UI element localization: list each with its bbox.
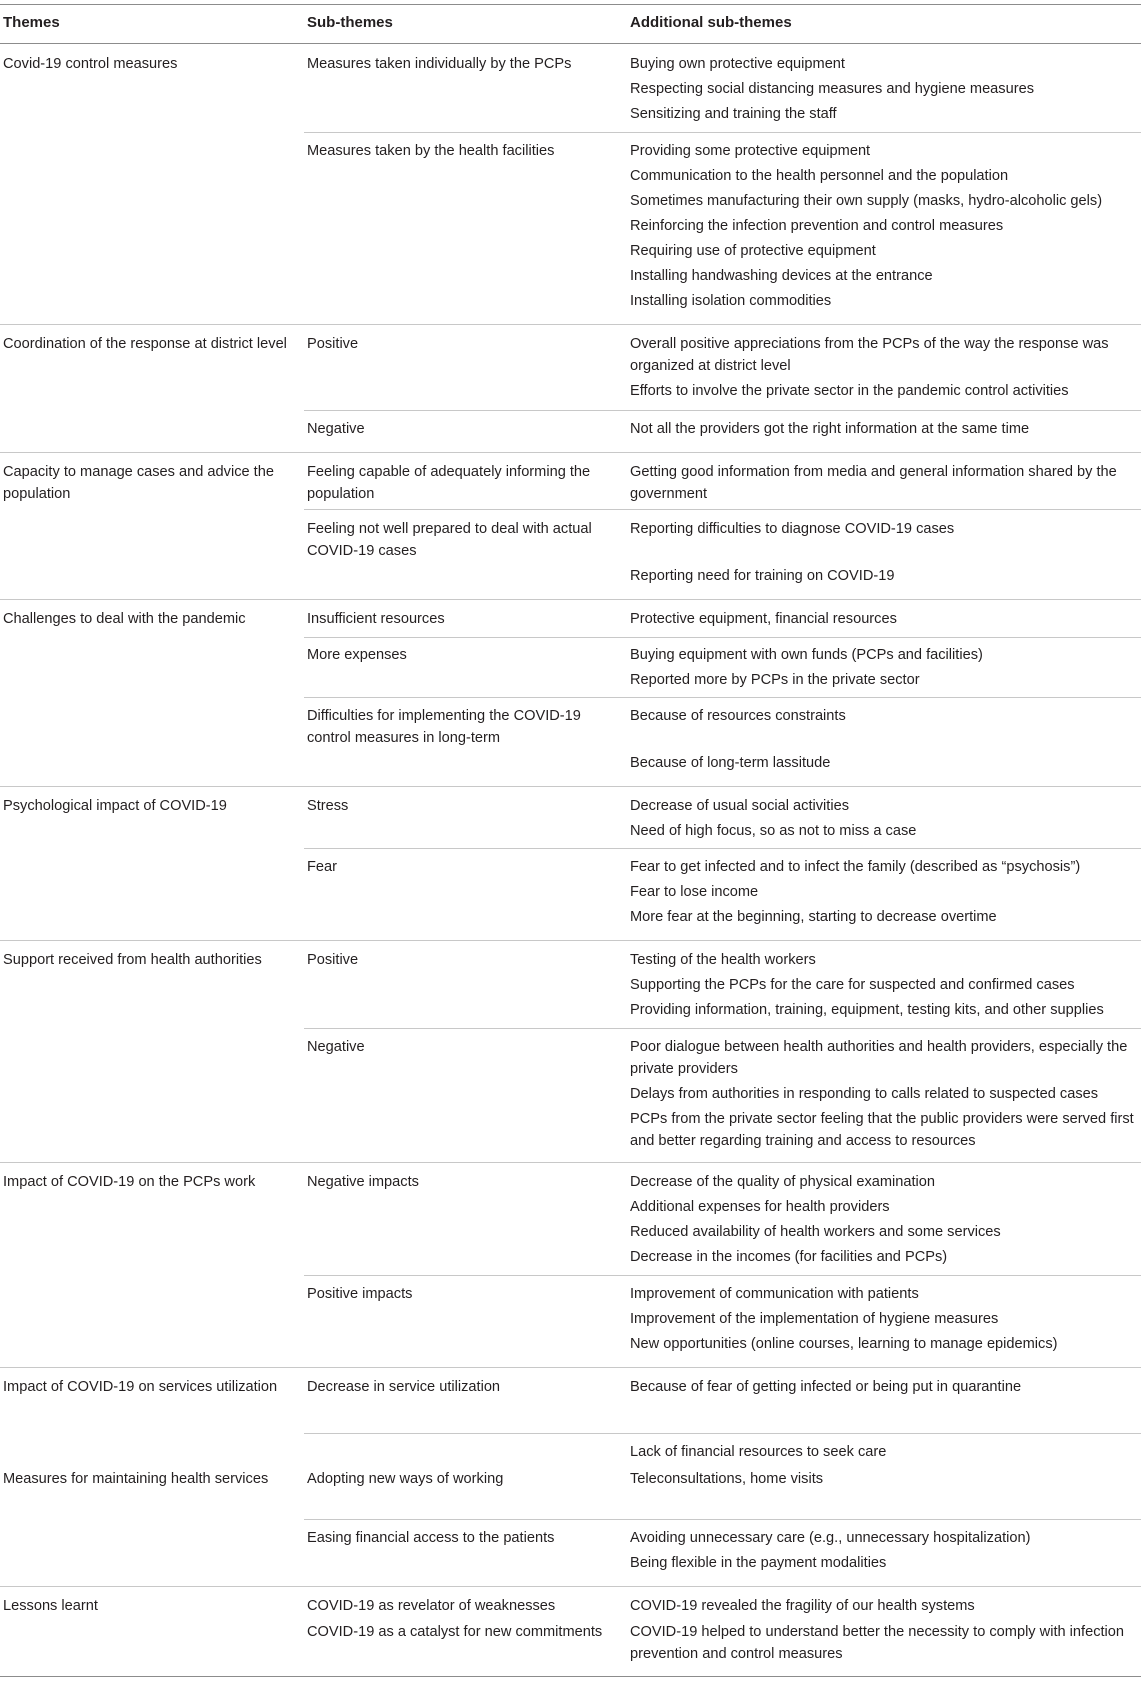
additional-item: Fear to lose income — [630, 884, 759, 900]
row-separator — [0, 452, 1141, 453]
subtheme-cell: Decrease in service utilization — [307, 1379, 501, 1395]
additional-item: Lack of financial resources to seek care — [630, 1444, 887, 1460]
row-separator — [0, 324, 1141, 325]
subtheme-cell: Measures taken individually by the PCPs — [307, 56, 572, 72]
row-separator — [0, 1586, 1141, 1587]
subtheme-cell: Positive impacts — [307, 1286, 413, 1302]
additional-item: Because of long-term lassitude — [630, 755, 831, 771]
additional-item: Testing of the health workers — [630, 952, 816, 968]
additional-item: Respecting social distancing measures and hygiene measures — [630, 81, 1034, 97]
row-separator — [0, 599, 1141, 600]
additional-item: Fear to get infected and to infect the family (described as “psychosis”) — [630, 859, 1081, 875]
row-divider — [304, 1028, 1141, 1029]
subtheme-cell: Feeling not well prepared to deal with actual COVID-19 cases — [307, 521, 592, 559]
row-divider — [304, 410, 1141, 411]
theme-cell: Lessons learnt — [3, 1598, 98, 1614]
additional-item: Sometimes manufacturing their own supply (masks, hydro-alcoholic gels) — [630, 193, 1103, 209]
subtheme-cell: COVID-19 as revelator of weaknesses — [307, 1598, 556, 1614]
header-additional: Additional sub-themes — [630, 14, 792, 31]
additional-item: Buying own protective equipment — [630, 56, 845, 72]
additional-item: COVID-19 revealed the fragility of our health systems — [630, 1598, 975, 1614]
subtheme-cell: Adopting new ways of working — [307, 1471, 504, 1487]
additional-item: Getting good information from media and general information shared by the government — [630, 464, 1117, 502]
additional-item: New opportunities (online courses, learning to manage epidemics) — [630, 1336, 1058, 1352]
additional-item: Because of fear of getting infected or being put in quarantine — [630, 1379, 1022, 1395]
additional-item: More fear at the beginning, starting to decrease overtime — [630, 909, 997, 925]
subtheme-cell: COVID-19 as a catalyst for new commitments — [307, 1624, 603, 1640]
subtheme-cell: Positive — [307, 952, 359, 968]
table-bottom-rule — [0, 1676, 1141, 1677]
theme-cell: Challenges to deal with the pandemic — [3, 611, 246, 627]
additional-item: Poor dialogue between health authorities and health providers, especially the private providers — [630, 1039, 1128, 1077]
additional-item: COVID-19 helped to understand better the necessity to comply with infection prevention and control measures — [630, 1624, 1125, 1662]
theme-cell: Impact of COVID-19 on the PCPs work — [3, 1174, 256, 1190]
subtheme-cell: More expenses — [307, 647, 407, 663]
theme-cell: Support received from health authorities — [3, 952, 262, 968]
additional-item: Decrease of usual social activities — [630, 798, 850, 814]
additional-item: Being flexible in the payment modalities — [630, 1555, 887, 1571]
additional-item: Additional expenses for health providers — [630, 1199, 890, 1215]
additional-item: Avoiding unnecessary care (e.g., unnecessary hospitalization) — [630, 1530, 1031, 1546]
additional-item: Providing some protective equipment — [630, 143, 871, 159]
additional-item: Reduced availability of health workers and some services — [630, 1224, 1001, 1240]
subtheme-cell: Positive — [307, 336, 359, 352]
table-top-rule — [0, 4, 1141, 5]
subtheme-cell: Negative impacts — [307, 1174, 419, 1190]
additional-item: Decrease of the quality of physical examination — [630, 1174, 936, 1190]
subtheme-cell: Fear — [307, 859, 338, 875]
theme-cell: Coordination of the response at district level — [3, 336, 287, 352]
row-divider — [304, 509, 1141, 510]
additional-item: Communication to the health personnel and the population — [630, 168, 1009, 184]
theme-cell: Impact of COVID-19 on services utilization — [3, 1379, 278, 1395]
additional-item: Decrease in the incomes (for facilities and PCPs) — [630, 1249, 948, 1265]
row-divider — [304, 1275, 1141, 1276]
additional-item: Efforts to involve the private sector in the pandemic control activities — [630, 383, 1069, 399]
theme-cell: Capacity to manage cases and advice the population — [3, 464, 274, 502]
additional-item: Reporting need for training on COVID-19 — [630, 568, 895, 584]
subtheme-cell: Easing financial access to the patients — [307, 1530, 555, 1546]
theme-cell: Covid-19 control measures — [3, 56, 178, 72]
row-divider — [304, 637, 1141, 638]
additional-item: Providing information, training, equipment, testing kits, and other supplies — [630, 1002, 1104, 1018]
row-divider — [304, 1433, 1141, 1434]
additional-item: Delays from authorities in responding to calls related to suspected cases — [630, 1086, 1099, 1102]
header-rule — [0, 43, 1141, 44]
additional-item: Buying equipment with own funds (PCPs and facilities) — [630, 647, 983, 663]
additional-item: Protective equipment, financial resources — [630, 611, 897, 627]
additional-item: PCPs from the private sector feeling that the public providers were served first and better regarding training and access to resources — [630, 1111, 1134, 1149]
additional-item: Overall positive appreciations from the PCPs of the way the response was organized at district level — [630, 336, 1109, 374]
theme-cell: Psychological impact of COVID-19 — [3, 798, 227, 814]
additional-item: Installing handwashing devices at the entrance — [630, 268, 933, 284]
subtheme-cell: Difficulties for implementing the COVID-19 control measures in long-term — [307, 708, 581, 746]
subtheme-cell: Measures taken by the health facilities — [307, 143, 555, 159]
subtheme-cell: Insufficient resources — [307, 611, 445, 627]
additional-item: Requiring use of protective equipment — [630, 243, 876, 259]
additional-item: Sensitizing and training the staff — [630, 106, 837, 122]
additional-item: Reporting difficulties to diagnose COVID-19 cases — [630, 521, 955, 537]
additional-item: Need of high focus, so as not to miss a case — [630, 823, 917, 839]
additional-item: Improvement of communication with patients — [630, 1286, 919, 1302]
header-subthemes: Sub-themes — [307, 14, 393, 31]
subtheme-cell: Negative — [307, 421, 365, 437]
row-divider — [304, 697, 1141, 698]
additional-item: Because of resources constraints — [630, 708, 846, 724]
row-separator — [0, 940, 1141, 941]
subtheme-cell: Stress — [307, 798, 349, 814]
row-divider — [304, 1519, 1141, 1520]
row-divider — [304, 848, 1141, 849]
row-divider — [304, 132, 1141, 133]
additional-item: Improvement of the implementation of hygiene measures — [630, 1311, 999, 1327]
row-separator — [0, 1367, 1141, 1368]
additional-item: Teleconsultations, home visits — [630, 1471, 824, 1487]
additional-item: Not all the providers got the right information at the same time — [630, 421, 1030, 437]
additional-item: Reported more by PCPs in the private sector — [630, 672, 920, 688]
row-separator — [0, 1162, 1141, 1163]
row-separator — [0, 786, 1141, 787]
additional-item: Supporting the PCPs for the care for suspected and confirmed cases — [630, 977, 1075, 993]
additional-item: Reinforcing the infection prevention and control measures — [630, 218, 1004, 234]
header-themes: Themes — [3, 14, 60, 31]
subtheme-cell: Feeling capable of adequately informing the population — [307, 464, 591, 502]
additional-item: Installing isolation commodities — [630, 293, 832, 309]
subtheme-cell: Negative — [307, 1039, 365, 1055]
theme-cell: Measures for maintaining health services — [3, 1471, 269, 1487]
